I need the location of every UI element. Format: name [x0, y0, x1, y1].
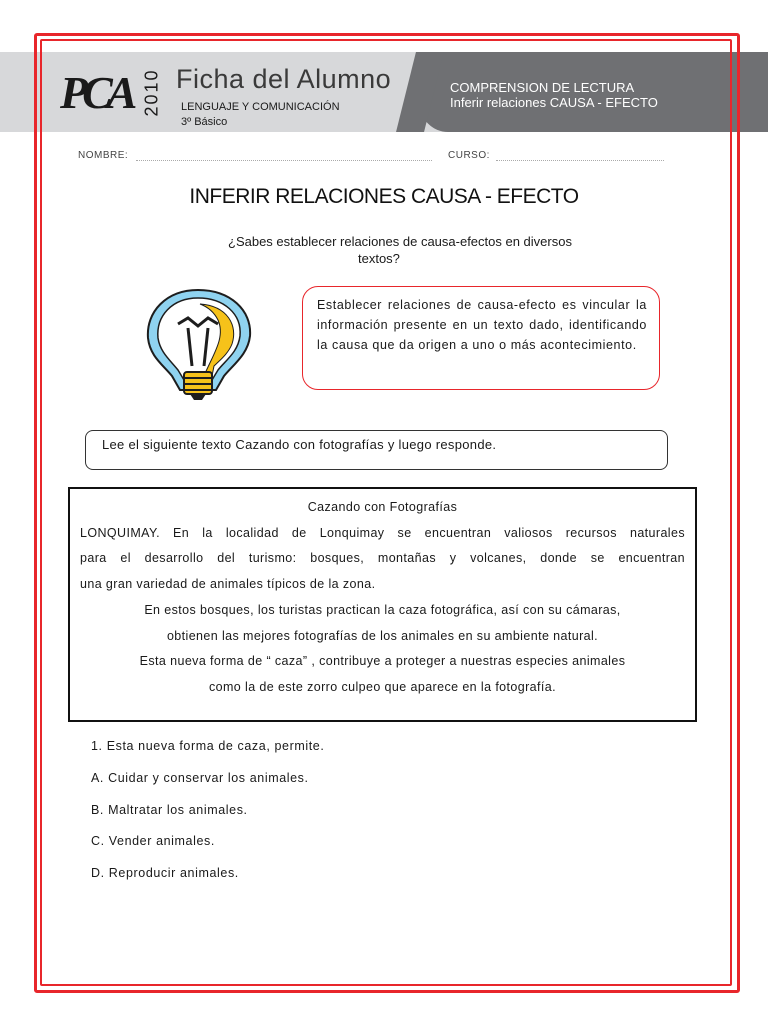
pca-logo: [58, 62, 162, 126]
intro-question-line1: ¿Sabes establecer relaciones de causa-efectos en diversos: [228, 234, 572, 249]
subject-label: LENGUAJE Y COMUNICACIÓN: [181, 101, 340, 113]
topic-label: Inferir relaciones CAUSA - EFECTO: [450, 95, 658, 110]
grade-label: 3º Básico: [181, 116, 228, 128]
reading-line: para el desarrollo del turismo: bosques, montañas y volcanes, donde se encuentran: [80, 551, 685, 566]
answer-option-b[interactable]: B. Maltratar los animales.: [91, 803, 248, 817]
nombre-label: NOMBRE:: [78, 150, 129, 161]
answer-option-a[interactable]: A. Cuidar y conservar los animales.: [91, 771, 309, 785]
answer-option-d[interactable]: D. Reproducir animales.: [91, 866, 239, 880]
reading-line: obtienen las mejores fotografías de los animales en su ambiente natural.: [166, 628, 599, 643]
lightbulb-icon: [142, 286, 254, 402]
nombre-field[interactable]: [136, 160, 432, 161]
answer-option-c[interactable]: C. Vender animales.: [91, 834, 215, 848]
logo-text: PCA: [60, 67, 132, 118]
reading-line: una gran variedad de animales típicos de la zona.: [80, 577, 376, 592]
reading-title: Cazando con Fotografías: [307, 500, 458, 514]
reading-line: LONQUIMAY. En la localidad de Lonquimay se encuentran valiosos recursos naturales: [80, 525, 685, 540]
reading-line: En estos bosques, los turistas practican la caza fotográfica, así con su cámaras,: [144, 602, 621, 617]
definition-box: Establecer relaciones de causa-efecto es vincular la información presente en un texto dado, identificando la causa que da origen a uno o más acontecimiento.: [302, 286, 660, 390]
curso-field[interactable]: [496, 160, 664, 161]
reading-line: como la de este zorro culpeo que aparece en la fotografía.: [208, 679, 556, 694]
curso-label: CURSO:: [448, 150, 490, 161]
main-heading: INFERIR RELACIONES CAUSA - EFECTO: [189, 185, 579, 208]
reading-line: Esta nueva forma de “ caza” , contribuye a proteger a nuestras especies animales: [139, 654, 626, 669]
section-label: COMPRENSION DE LECTURA: [450, 80, 635, 95]
page-title: Ficha del Alumno: [176, 64, 392, 94]
intro-question: [228, 233, 668, 267]
logo-year: 2010: [141, 68, 162, 117]
reading-text-box: [68, 487, 697, 722]
intro-question-line2: textos?: [358, 251, 400, 266]
question-stem: 1. Esta nueva forma de caza, permite.: [91, 739, 325, 753]
instruction-box: Lee el siguiente texto Cazando con fotografías y luego responde.: [85, 430, 668, 470]
